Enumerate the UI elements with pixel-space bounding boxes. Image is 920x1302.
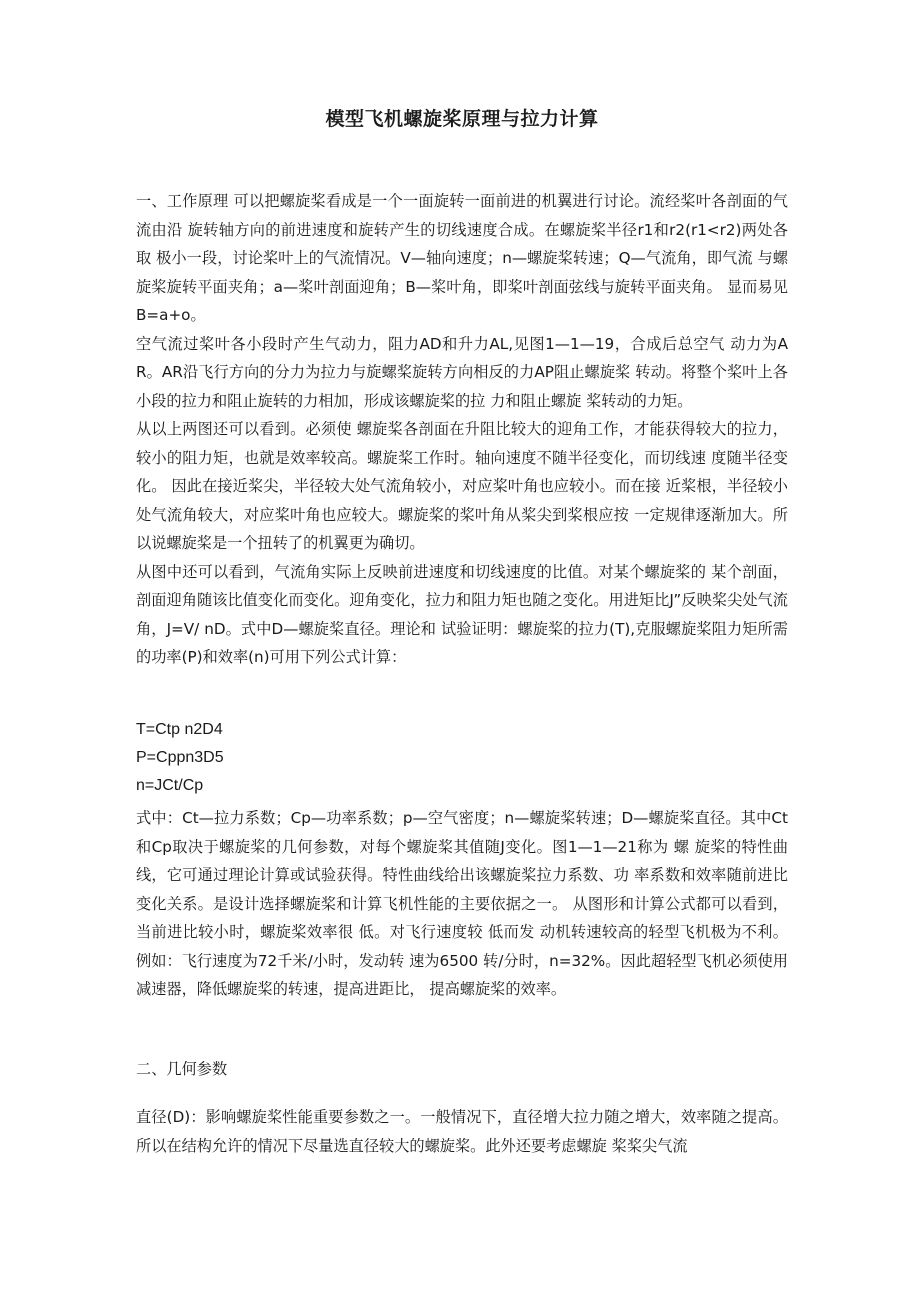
document-title: 模型飞机螺旋桨原理与拉力计算 (325, 108, 599, 130)
formula-thrust: T=Ctp n2D4 (136, 721, 223, 738)
formula-efficiency: n=JCt/Cp (136, 777, 204, 794)
section-1-body (136, 187, 788, 672)
paragraph-blade-angle: 从以上两图还可以看到。必须使 螺旋桨各剖面在升阻比较大的迎角工作，才能获得较大的拉力，较小的阻力矩，也就是效率较高。螺旋桨工作时。轴向速度不随半径变化，而切线速 度随半径变化。 因此在接近桨尖，半径较大处气流角较小，对应桨叶角也应较小。而在接 近桨根，半径较小处气流角较大，对应桨叶角也应较大。螺旋桨的桨叶角从桨尖到桨根应按 一定规律逐渐加大。所以说螺旋桨是一个扭转了的机翼更为确切。 (136, 420, 788, 552)
section-1-coefficients (136, 804, 788, 1004)
paragraph-working-principle: 一、工作原理 可以把螺旋桨看成是一个一面旋转一面前进的机翼进行讨论。流经桨叶各剖面的气 流由沿 旋转轴方向的前进速度和旋转产生的切线速度合成。在螺旋桨半径r1和r2(r1<r2)两处各取 极小一段，讨论桨叶上的气流情况。V—轴向速度；n—螺旋桨转速；Q—气流角，即气流 与螺旋桨旋转平面夹角；a—桨叶剖面迎角；B—桨叶角，即桨叶剖面弦线与旋转平面夹角。 显而易见B=a+o。 (136, 192, 788, 324)
paragraph-advance-ratio: 从图中还可以看到，气流角实际上反映前进速度和切线速度的比值。对某个螺旋桨的 某个剖面，剖面迎角随该比值变化而变化。迎角变化，拉力和阻力矩也随之变化。用进矩比J”反映桨尖处气流角，J=V/ nD。式中D—螺旋桨直径。理论和 试验证明：螺旋桨的拉力(T),克服螺旋桨阻力矩所需的功率(P)和效率(n)可用下列公式计算： (136, 562, 788, 666)
section-2-heading: 二、几何参数 (136, 1060, 228, 1078)
paragraph-diameter: 直径(D)：影响螺旋桨性能重要参数之一。一般情况下，直径增大拉力随之增大，效率随之提高。所以在结构允许的情况下尽量选直径较大的螺旋桨。此外还要考虑螺旋 桨桨尖气流 (136, 1108, 788, 1155)
paragraph-coefficients: 式中：Ct—拉力系数；Cp—功率系数；p—空气密度；n—螺旋桨转速；D—螺旋桨直径。其中Ct和Cp取决于螺旋桨的几何参数，对每个螺旋桨其值随J变化。图1—1—21称为 螺 旋桨的特性曲线，它可通过理论计算或试验获得。特性曲线给出该螺旋桨拉力系数、功 率系数和效率随前进比变化关系。是设计选择螺旋桨和计算飞机性能的主要依据之一。 从图形和计算公式都可以看到，当前进比较小时，螺旋桨效率很 低。对飞行速度较 低而发 动机转速较高的轻型飞机极为不利。例如：飞行速度为72千米/小时，发动转 速为6500 转/分时，n=32%。因此超轻型飞机必须使用减速器，降低螺旋桨的转速，提高进距比， 提高螺旋桨的效率。 (136, 809, 788, 998)
section-2-body (136, 1103, 788, 1160)
paragraph-aerodynamic-force: 空气流过桨叶各小段时产生气动力，阻力AD和升力AL,见图1—1—19，合成后总空气 动力为AR。AR沿飞行方向的分力为拉力与旋螺桨旋转方向相反的力AP阻止螺旋桨 转动。将整个桨叶上各小段的拉力和阻止旋转的力相加，形成该螺旋桨的拉 力和阻止螺旋 桨转动的力矩。 (136, 334, 788, 410)
formula-power: P=Cppn3D5 (136, 749, 224, 766)
